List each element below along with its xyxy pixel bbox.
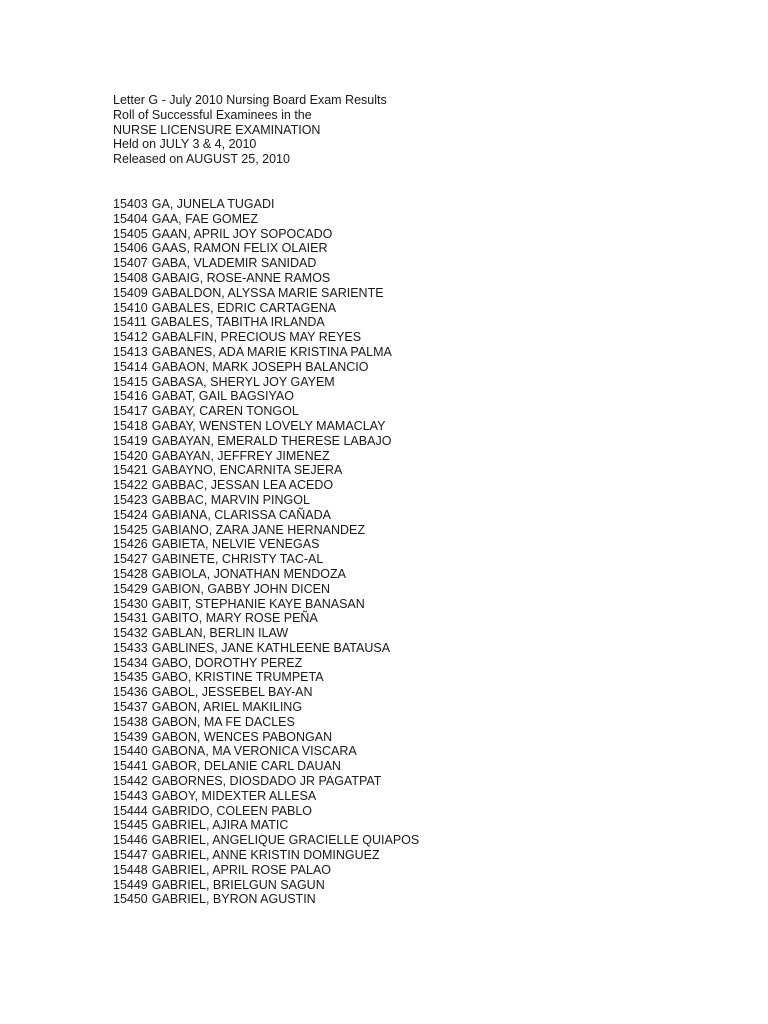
examinee-number: 15434: [113, 655, 148, 670]
header-subtitle: Roll of Successful Examinees in the: [113, 107, 312, 122]
list-item: [113, 833, 733, 848]
list-item: [113, 730, 733, 745]
list-item: [113, 611, 733, 626]
list-item: [113, 523, 733, 538]
list-item: [113, 567, 733, 582]
examinee-name: GABIANO, ZARA JANE HERNANDEZ: [151, 522, 365, 537]
examinee-number: 15442: [113, 774, 148, 789]
list-item: [113, 804, 733, 819]
list-item: [113, 582, 733, 597]
examinee-number: 15414: [113, 359, 148, 374]
examinee-number: 15424: [113, 507, 148, 522]
examinee-number: 15443: [113, 788, 148, 803]
examinee-number: 15432: [113, 626, 148, 641]
examinee-name: GABRIEL, APRIL ROSE PALAO: [151, 862, 332, 877]
examinee-number: 15435: [113, 670, 148, 685]
examinee-number: 15404: [113, 211, 148, 226]
list-item: [113, 789, 733, 804]
examinee-number: 15408: [113, 270, 148, 285]
examinee-name: GABON, MA FE DACLES: [151, 714, 295, 729]
examinee-name: GABAY, CAREN TONGOL: [151, 404, 299, 419]
examinee-number: 15446: [113, 833, 148, 848]
examinee-name: GABOR, DELANIE CARL DAUAN: [151, 759, 341, 774]
examinee-number: 15445: [113, 818, 148, 833]
list-item: [113, 493, 733, 508]
list-item: [113, 449, 733, 464]
examinee-number: 15421: [113, 463, 148, 478]
examinee-name: GABALDON, ALYSSA MARIE SARIENTE: [151, 285, 384, 300]
examinee-number: 15416: [113, 389, 148, 404]
list-item: [113, 597, 733, 612]
examinee-number: 15429: [113, 581, 148, 596]
list-item: [113, 759, 733, 774]
examinee-number: 15433: [113, 640, 148, 655]
examinee-name: GABAY, WENSTEN LOVELY MAMACLAY: [151, 418, 386, 433]
examinee-name: GABO, KRISTINE TRUMPETA: [151, 670, 324, 685]
list-item: [113, 744, 733, 759]
examinee-name: GABAYAN, JEFFREY JIMENEZ: [151, 448, 330, 463]
examinee-name: GAAS, RAMON FELIX OLAIER: [151, 241, 328, 256]
examinee-number: 15407: [113, 256, 148, 271]
examinee-name: GABRIEL, BYRON AGUSTIN: [151, 892, 316, 907]
list-item: [113, 700, 733, 715]
list-item: [113, 360, 733, 375]
examinee-name: GABAYNO, ENCARNITA SEJERA: [151, 463, 343, 478]
examinee-number: 15409: [113, 285, 148, 300]
examinee-number: 15430: [113, 596, 148, 611]
examinee-number: 15410: [113, 300, 148, 315]
examinee-name: GABINETE, CHRISTY TAC-AL: [151, 552, 324, 567]
examinee-number: 15413: [113, 344, 148, 359]
examinee-name: GA, JUNELA TUGADI: [151, 196, 275, 211]
document-header: [113, 93, 733, 167]
examinee-number: 15428: [113, 566, 148, 581]
list-item: [113, 863, 733, 878]
examinee-number: 15412: [113, 330, 148, 345]
examinee-name: GABION, GABBY JOHN DICEN: [151, 581, 331, 596]
examinee-name: GABA, VLADEMIR SANIDAD: [151, 256, 317, 271]
list-item: [113, 878, 733, 893]
list-item: [113, 478, 733, 493]
examinee-number: 15437: [113, 700, 148, 715]
list-item: [113, 774, 733, 789]
examinee-number: 15420: [113, 448, 148, 463]
list-item: [113, 286, 733, 301]
examinee-number: 15403: [113, 196, 148, 211]
examinee-number: 15411: [113, 315, 147, 330]
list-item: [113, 670, 733, 685]
examinee-number: 15423: [113, 492, 148, 507]
list-item: [113, 626, 733, 641]
list-item: [113, 552, 733, 567]
examinee-number: 15425: [113, 522, 148, 537]
examinee-name: GABOL, JESSEBEL BAY-AN: [151, 685, 313, 700]
examinee-name: GABIT, STEPHANIE KAYE BANASAN: [151, 596, 365, 611]
list-item: [113, 685, 733, 700]
list-item: [113, 537, 733, 552]
examinee-number: 15447: [113, 848, 148, 863]
examinee-name: GABON, ARIEL MAKILING: [151, 700, 303, 715]
exam-dates: Held on JULY 3 & 4, 2010: [113, 137, 257, 152]
examinee-name: GABONA, MA VERONICA VISCARA: [151, 744, 357, 759]
examinee-number: 15444: [113, 803, 148, 818]
examinee-name: GABIANA, CLARISSA CAÑADA: [151, 507, 331, 522]
document-title: Letter G - July 2010 Nursing Board Exam Results: [113, 93, 387, 107]
examinee-number: 15440: [113, 744, 148, 759]
list-item: [113, 389, 733, 404]
examinee-name: GABAIG, ROSE-ANNE RAMOS: [151, 270, 331, 285]
examinee-name: GABALES, EDRIC CARTAGENA: [151, 300, 337, 315]
examinee-list: [113, 197, 733, 907]
list-item: [113, 848, 733, 863]
examinee-number: 15405: [113, 226, 148, 241]
examinee-name: GAAN, APRIL JOY SOPOCADO: [151, 226, 333, 241]
list-item: [113, 508, 733, 523]
examinee-number: 15426: [113, 537, 148, 552]
list-item: [113, 715, 733, 730]
examinee-name: GABORNES, DIOSDADO JR PAGATPAT: [151, 774, 382, 789]
examinee-number: 15436: [113, 685, 148, 700]
examinee-name: GABRIEL, ANGELIQUE GRACIELLE QUIAPOS: [151, 833, 420, 848]
list-item: [113, 892, 733, 907]
examinee-name: GABALFIN, PRECIOUS MAY REYES: [151, 330, 362, 345]
list-item: [113, 330, 733, 345]
examinee-name: GABOY, MIDEXTER ALLESA: [151, 788, 317, 803]
list-item: [113, 463, 733, 478]
list-item: [113, 419, 733, 434]
examinee-number: 15448: [113, 862, 148, 877]
list-item: [113, 227, 733, 242]
list-item: [113, 315, 733, 330]
list-item: [113, 404, 733, 419]
examinee-name: GABAYAN, EMERALD THERESE LABAJO: [151, 433, 392, 448]
list-item: [113, 197, 733, 212]
examinee-name: GABIETA, NELVIE VENEGAS: [151, 537, 320, 552]
examinee-name: GABAT, GAIL BAGSIYAO: [151, 389, 294, 404]
examinee-number: 15419: [113, 433, 148, 448]
release-date: Released on AUGUST 25, 2010: [113, 152, 290, 167]
examinee-number: 15406: [113, 241, 148, 256]
list-item: [113, 656, 733, 671]
list-item: [113, 256, 733, 271]
examinee-name: GABBAC, JESSAN LEA ACEDO: [151, 478, 334, 493]
exam-name: NURSE LICENSURE EXAMINATION: [113, 122, 321, 137]
examinee-name: GABIOLA, JONATHAN MENDOZA: [151, 566, 347, 581]
examinee-number: 15449: [113, 877, 148, 892]
examinee-name: GABASA, SHERYL JOY GAYEM: [151, 374, 335, 389]
list-item: [113, 241, 733, 256]
examinee-name: GABALES, TABITHA IRLANDA: [150, 315, 325, 330]
list-item: [113, 641, 733, 656]
list-item: [113, 301, 733, 316]
examinee-number: 15418: [113, 418, 148, 433]
examinee-name: GABLINES, JANE KATHLEENE BATAUSA: [151, 640, 391, 655]
list-item: [113, 818, 733, 833]
examinee-number: 15417: [113, 404, 148, 419]
document-page: [113, 93, 733, 907]
list-item: [113, 375, 733, 390]
examinee-name: GABBAC, MARVIN PINGOL: [151, 492, 310, 507]
examinee-name: GABON, WENCES PABONGAN: [151, 729, 333, 744]
examinee-name: GABAON, MARK JOSEPH BALANCIO: [151, 359, 369, 374]
list-item: [113, 212, 733, 227]
examinee-name: GABRIDO, COLEEN PABLO: [151, 803, 312, 818]
examinee-number: 15431: [113, 611, 148, 626]
examinee-name: GABRIEL, AJIRA MATIC: [151, 818, 289, 833]
examinee-number: 15422: [113, 478, 148, 493]
examinee-name: GABRIEL, BRIELGUN SAGUN: [151, 877, 325, 892]
examinee-number: 15415: [113, 374, 148, 389]
examinee-number: 15427: [113, 552, 148, 567]
examinee-name: GABO, DOROTHY PEREZ: [151, 655, 303, 670]
list-item: [113, 345, 733, 360]
examinee-number: 15439: [113, 729, 148, 744]
examinee-number: 15450: [113, 892, 148, 907]
list-item: [113, 271, 733, 286]
examinee-name: GABLAN, BERLIN ILAW: [151, 626, 289, 641]
examinee-name: GABITO, MARY ROSE PEÑA: [151, 611, 318, 626]
examinee-number: 15441: [113, 759, 148, 774]
list-item: [113, 434, 733, 449]
examinee-name: GAA, FAE GOMEZ: [151, 211, 259, 226]
examinee-name: GABRIEL, ANNE KRISTIN DOMINGUEZ: [151, 848, 380, 863]
examinee-name: GABANES, ADA MARIE KRISTINA PALMA: [151, 344, 392, 359]
examinee-number: 15438: [113, 714, 148, 729]
